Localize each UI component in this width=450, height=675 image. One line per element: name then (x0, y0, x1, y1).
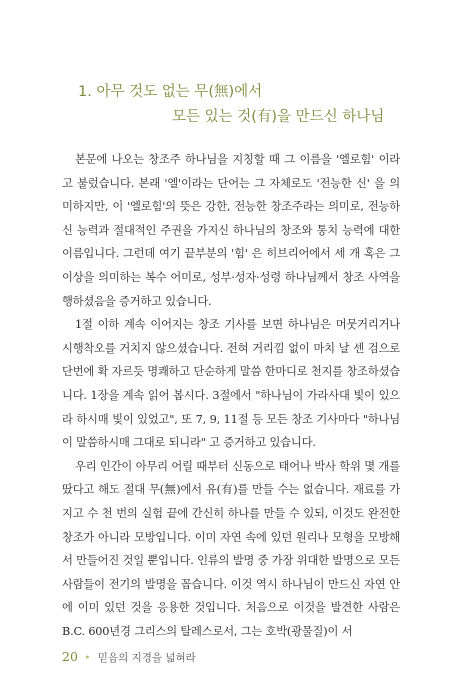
book-title: 믿음의 지경을 넓혀라 (97, 652, 196, 664)
footer-separator: • (84, 652, 91, 664)
heading-line-2: 모든 있는 것(有)을 만드신 하나님 (172, 109, 385, 125)
paragraph-1: 본문에 나오는 창조주 하나님을 지칭할 때 그 이름을 '엘로힘' 이라고 불렀습니다. 본래 '엘'이라는 단어는 그 자체로도 '전능한 신' 을 의미하지만, 이 '엘로힘'의 뜻은 강한, 전능한 창조주라는 의미로, 전능하신 능력과 절대적인 주권을 가지신 하나님의 창조와 통치 능력에 대한 이름입니다. 그런데 여기 끝부분의 '힘' 은 히브리어에서 세 개 혹은 그 이상을 의미하는 복수 어미로, 성부·성자·성령 하나님께서 창조 사역을 행하셨음을 증거하고 있습니다. (62, 153, 400, 308)
page-number: 20 (62, 649, 78, 664)
section-heading (78, 80, 418, 130)
paragraph-2: 1절 이하 계속 이어지는 창조 기사를 보면 하나님은 머뭇거리거나 시행착오를 거치지 않으셨습니다. 전혀 거리낌 없이 마치 날 센 검으로 단번에 확 자르듯 명쾌하고 단순하게 말씀 한마디로 천지를 창조하셨습니다. 1장을 계속 읽어 봅시다. 3절에서 "하나님이 가라사대 빛이 있으라 하시매 빛이 있었고", 또 7, 9, 11절 등 모든 창조 기사마다 "하나님이 말씀하시매 그대로 되니라" 고 증거하고 있습니다. (62, 318, 400, 450)
body-text (62, 148, 400, 643)
page-footer (62, 649, 196, 665)
heading-line-1: 1. 아무 것도 없는 무(無)에서 (78, 84, 263, 100)
paragraph-3: 우리 인간이 아무리 어릴 때부터 신동으로 태어나 박사 학위 몇 개를 땄다고 해도 절대 무(無)에서 유(有)를 만들 수는 없습니다. 재료를 가지고 수 천 번의 실험 끝에 간신히 하나를 만들 수 있되, 이것도 완전한 창조가 아니라 모방입니다. 이미 자연 속에 있던 원리나 모형을 모방해서 만들어진 것일 뿐입니다. 인류의 발명 중 가장 위대한 발명으로 모든 사람들이 전기의 발명을 꼽습니다. 이것 역시 하나님이 만드신 자연 안에 이미 있던 것을 응용한 것입니다. 처음으로 이것을 발견한 사람은 B.C. 600년경 그리스의 탈레스로서, 그는 호박(광물질)이 서 (62, 459, 400, 638)
